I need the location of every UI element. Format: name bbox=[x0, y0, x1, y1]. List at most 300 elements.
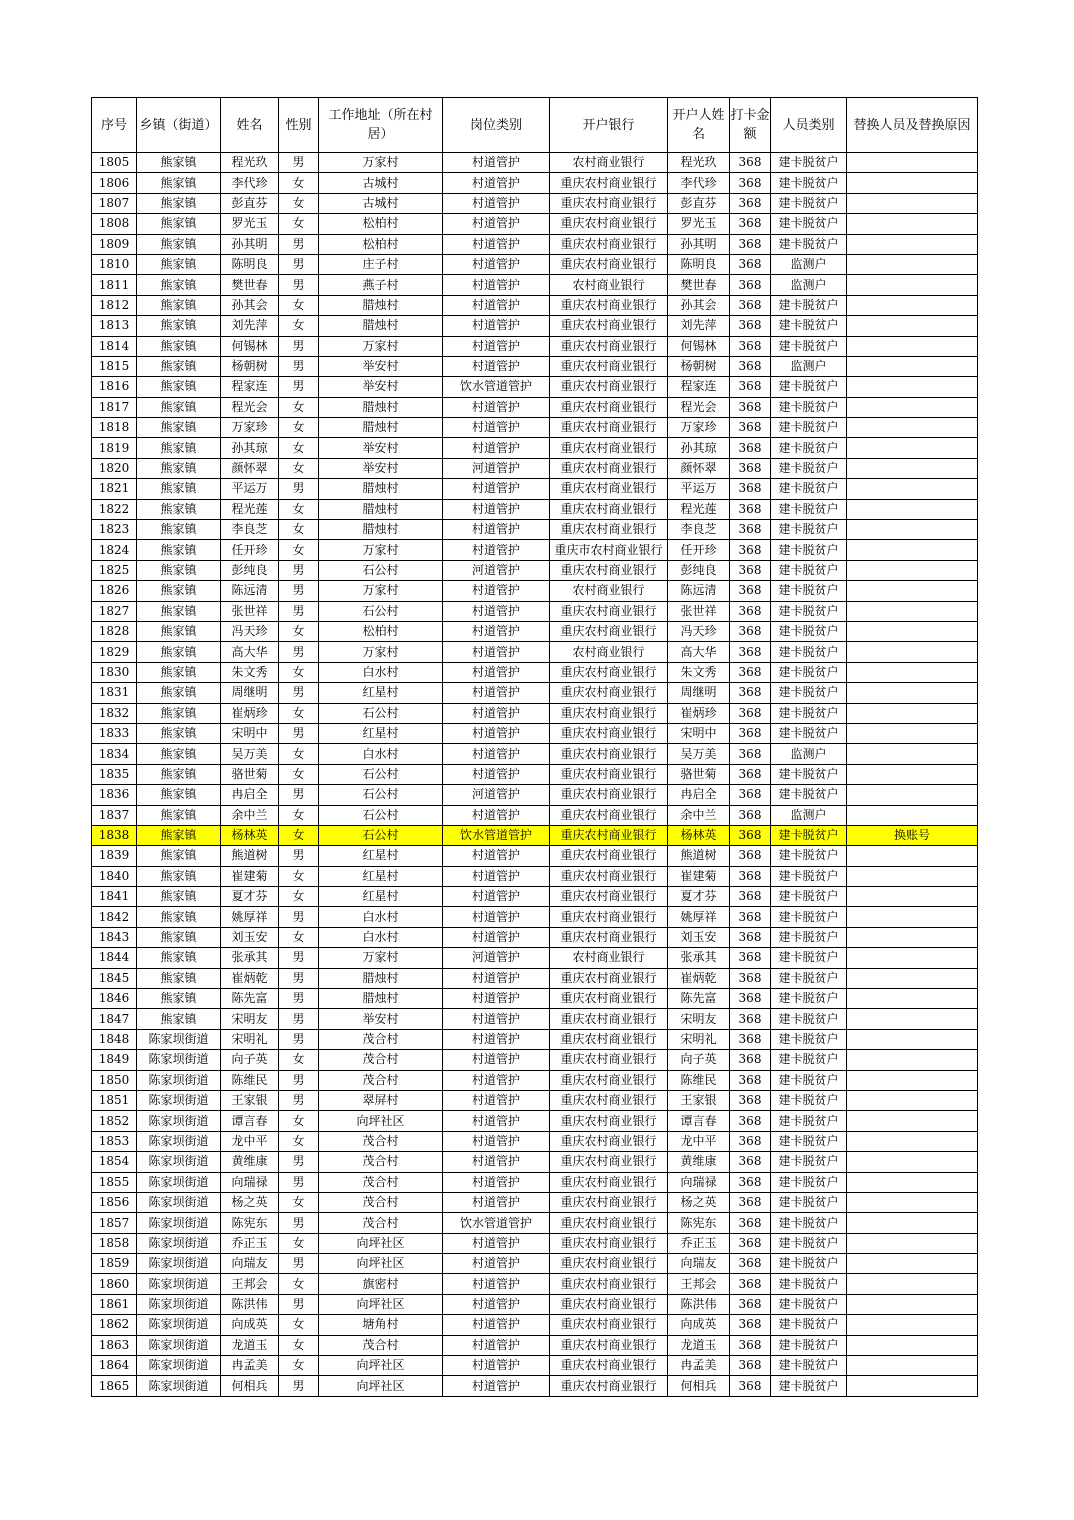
cell-bank: 重庆农村商业银行 bbox=[550, 887, 668, 907]
cell-town: 陈家坝街道 bbox=[137, 1192, 221, 1212]
cell-gender: 女 bbox=[279, 703, 319, 723]
cell-person-type: 建卡脱贫户 bbox=[771, 295, 847, 315]
cell-amount: 368 bbox=[730, 1254, 771, 1274]
col-header-account-holder: 开户人姓名 bbox=[668, 98, 730, 153]
cell-town: 陈家坝街道 bbox=[137, 1233, 221, 1253]
cell-work-address: 白水村 bbox=[319, 907, 443, 927]
cell-amount: 368 bbox=[730, 907, 771, 927]
cell-person-type: 建卡脱贫户 bbox=[771, 173, 847, 193]
cell-bank: 重庆农村商业银行 bbox=[550, 866, 668, 886]
cell-name: 宋明友 bbox=[221, 1009, 279, 1029]
cell-amount: 368 bbox=[730, 1009, 771, 1029]
table-row bbox=[92, 479, 978, 499]
cell-town: 熊家镇 bbox=[137, 458, 221, 478]
cell-person-type: 建卡脱贫户 bbox=[771, 438, 847, 458]
cell-work-address: 腊烛村 bbox=[319, 479, 443, 499]
cell-work-address: 红星村 bbox=[319, 683, 443, 703]
cell-bank: 重庆农村商业银行 bbox=[550, 1111, 668, 1131]
cell-town: 陈家坝街道 bbox=[137, 1172, 221, 1192]
cell-account-holder: 崔建菊 bbox=[668, 866, 730, 886]
cell-name: 彭直芬 bbox=[221, 193, 279, 213]
cell-town: 熊家镇 bbox=[137, 866, 221, 886]
table-row bbox=[92, 683, 978, 703]
cell-replacement bbox=[847, 764, 978, 784]
cell-post-type: 村道管护 bbox=[443, 581, 550, 601]
cell-amount: 368 bbox=[730, 989, 771, 1009]
table-row bbox=[92, 1090, 978, 1110]
cell-bank: 重庆农村商业银行 bbox=[550, 601, 668, 621]
cell-name: 程光莲 bbox=[221, 499, 279, 519]
cell-work-address: 翠屏村 bbox=[319, 1090, 443, 1110]
cell-index: 1860 bbox=[92, 1274, 137, 1294]
table-row bbox=[92, 254, 978, 274]
cell-person-type: 建卡脱贫户 bbox=[771, 153, 847, 173]
cell-name: 向子英 bbox=[221, 1050, 279, 1070]
cell-person-type: 建卡脱贫户 bbox=[771, 1152, 847, 1172]
cell-gender: 女 bbox=[279, 438, 319, 458]
cell-bank: 重庆农村商业银行 bbox=[550, 1029, 668, 1049]
table-row bbox=[92, 397, 978, 417]
cell-amount: 368 bbox=[730, 703, 771, 723]
cell-person-type: 建卡脱贫户 bbox=[771, 785, 847, 805]
cell-replacement bbox=[847, 846, 978, 866]
table-row bbox=[92, 601, 978, 621]
cell-account-holder: 孙其琼 bbox=[668, 438, 730, 458]
cell-name: 罗光玉 bbox=[221, 214, 279, 234]
cell-amount: 368 bbox=[730, 805, 771, 825]
cell-town: 熊家镇 bbox=[137, 621, 221, 641]
cell-gender: 男 bbox=[279, 1029, 319, 1049]
cell-index: 1806 bbox=[92, 173, 137, 193]
cell-post-type: 村道管护 bbox=[443, 683, 550, 703]
cell-person-type: 建卡脱贫户 bbox=[771, 581, 847, 601]
cell-account-holder: 陈先富 bbox=[668, 989, 730, 1009]
table-row bbox=[92, 764, 978, 784]
cell-gender: 女 bbox=[279, 520, 319, 540]
cell-replacement bbox=[847, 418, 978, 438]
cell-post-type: 村道管护 bbox=[443, 438, 550, 458]
cell-person-type: 建卡脱贫户 bbox=[771, 948, 847, 968]
cell-account-holder: 程光玖 bbox=[668, 153, 730, 173]
cell-bank: 重庆农村商业银行 bbox=[550, 1254, 668, 1274]
cell-name: 夏才芬 bbox=[221, 887, 279, 907]
cell-gender: 女 bbox=[279, 1050, 319, 1070]
cell-post-type: 村道管护 bbox=[443, 153, 550, 173]
cell-person-type: 建卡脱贫户 bbox=[771, 560, 847, 580]
cell-post-type: 村道管护 bbox=[443, 968, 550, 988]
cell-replacement bbox=[847, 560, 978, 580]
cell-account-holder: 宋明友 bbox=[668, 1009, 730, 1029]
cell-index: 1864 bbox=[92, 1356, 137, 1376]
cell-work-address: 红星村 bbox=[319, 866, 443, 886]
cell-replacement bbox=[847, 254, 978, 274]
cell-index: 1818 bbox=[92, 418, 137, 438]
cell-post-type: 村道管护 bbox=[443, 479, 550, 499]
table-row bbox=[92, 846, 978, 866]
table-row bbox=[92, 1356, 978, 1376]
cell-replacement bbox=[847, 927, 978, 947]
table-row bbox=[92, 927, 978, 947]
cell-bank: 重庆农村商业银行 bbox=[550, 1335, 668, 1355]
cell-person-type: 监测户 bbox=[771, 254, 847, 274]
cell-replacement bbox=[847, 785, 978, 805]
cell-post-type: 饮水管道管护 bbox=[443, 1213, 550, 1233]
cell-replacement bbox=[847, 1254, 978, 1274]
cell-name: 谭言春 bbox=[221, 1111, 279, 1131]
cell-account-holder: 陈明良 bbox=[668, 254, 730, 274]
table-row bbox=[92, 499, 978, 519]
cell-work-address: 旗密村 bbox=[319, 1274, 443, 1294]
cell-amount: 368 bbox=[730, 825, 771, 845]
cell-name: 颜怀翠 bbox=[221, 458, 279, 478]
cell-name: 刘先萍 bbox=[221, 316, 279, 336]
cell-person-type: 建卡脱贫户 bbox=[771, 520, 847, 540]
cell-name: 李代珍 bbox=[221, 173, 279, 193]
cell-bank: 重庆农村商业银行 bbox=[550, 438, 668, 458]
cell-bank: 重庆农村商业银行 bbox=[550, 397, 668, 417]
cell-work-address: 红星村 bbox=[319, 723, 443, 743]
cell-account-holder: 吴万美 bbox=[668, 744, 730, 764]
cell-work-address: 腊烛村 bbox=[319, 499, 443, 519]
cell-account-holder: 姚厚祥 bbox=[668, 907, 730, 927]
cell-account-holder: 谭言春 bbox=[668, 1111, 730, 1131]
table-row bbox=[92, 1335, 978, 1355]
cell-replacement bbox=[847, 1356, 978, 1376]
cell-post-type: 村道管护 bbox=[443, 275, 550, 295]
cell-town: 陈家坝街道 bbox=[137, 1090, 221, 1110]
cell-amount: 368 bbox=[730, 1356, 771, 1376]
cell-town: 熊家镇 bbox=[137, 989, 221, 1009]
cell-amount: 368 bbox=[730, 948, 771, 968]
cell-name: 陈明良 bbox=[221, 254, 279, 274]
table-row bbox=[92, 1050, 978, 1070]
cell-bank: 重庆农村商业银行 bbox=[550, 1213, 668, 1233]
cell-post-type: 村道管护 bbox=[443, 418, 550, 438]
cell-bank: 农村商业银行 bbox=[550, 275, 668, 295]
cell-account-holder: 任开珍 bbox=[668, 540, 730, 560]
cell-replacement bbox=[847, 1152, 978, 1172]
cell-index: 1854 bbox=[92, 1152, 137, 1172]
table-row bbox=[92, 520, 978, 540]
cell-post-type: 村道管护 bbox=[443, 744, 550, 764]
cell-town: 熊家镇 bbox=[137, 948, 221, 968]
cell-town: 熊家镇 bbox=[137, 1009, 221, 1029]
cell-gender: 男 bbox=[279, 1152, 319, 1172]
cell-bank: 重庆农村商业银行 bbox=[550, 744, 668, 764]
cell-index: 1809 bbox=[92, 234, 137, 254]
cell-person-type: 建卡脱贫户 bbox=[771, 764, 847, 784]
cell-gender: 男 bbox=[279, 356, 319, 376]
cell-bank: 重庆农村商业银行 bbox=[550, 356, 668, 376]
cell-replacement bbox=[847, 499, 978, 519]
cell-account-holder: 高大华 bbox=[668, 642, 730, 662]
cell-bank: 重庆农村商业银行 bbox=[550, 193, 668, 213]
cell-name: 朱文秀 bbox=[221, 662, 279, 682]
cell-index: 1838 bbox=[92, 825, 137, 845]
cell-work-address: 茂合村 bbox=[319, 1050, 443, 1070]
cell-name: 陈洪伟 bbox=[221, 1294, 279, 1314]
cell-bank: 重庆农村商业银行 bbox=[550, 683, 668, 703]
cell-account-holder: 程光莲 bbox=[668, 499, 730, 519]
cell-work-address: 白水村 bbox=[319, 744, 443, 764]
cell-gender: 女 bbox=[279, 887, 319, 907]
cell-bank: 重庆农村商业银行 bbox=[550, 1376, 668, 1396]
cell-account-holder: 宋明礼 bbox=[668, 1029, 730, 1049]
cell-person-type: 监测户 bbox=[771, 275, 847, 295]
cell-account-holder: 孙其明 bbox=[668, 234, 730, 254]
table-row bbox=[92, 438, 978, 458]
cell-post-type: 村道管护 bbox=[443, 1111, 550, 1131]
cell-amount: 368 bbox=[730, 1315, 771, 1335]
cell-work-address: 茂合村 bbox=[319, 1192, 443, 1212]
cell-work-address: 向坪社区 bbox=[319, 1111, 443, 1131]
cell-account-holder: 王家银 bbox=[668, 1090, 730, 1110]
cell-post-type: 村道管护 bbox=[443, 642, 550, 662]
cell-post-type: 村道管护 bbox=[443, 540, 550, 560]
cell-bank: 重庆农村商业银行 bbox=[550, 723, 668, 743]
cell-name: 黄维康 bbox=[221, 1152, 279, 1172]
cell-gender: 女 bbox=[279, 662, 319, 682]
cell-post-type: 饮水管道管护 bbox=[443, 825, 550, 845]
col-header-index: 序号 bbox=[92, 98, 137, 153]
cell-amount: 368 bbox=[730, 418, 771, 438]
cell-person-type: 建卡脱贫户 bbox=[771, 336, 847, 356]
cell-person-type: 建卡脱贫户 bbox=[771, 214, 847, 234]
col-header-post-type: 岗位类别 bbox=[443, 98, 550, 153]
cell-bank: 重庆农村商业银行 bbox=[550, 1009, 668, 1029]
cell-post-type: 村道管护 bbox=[443, 1335, 550, 1355]
cell-town: 陈家坝街道 bbox=[137, 1131, 221, 1151]
col-header-gender: 性别 bbox=[279, 98, 319, 153]
cell-post-type: 村道管护 bbox=[443, 499, 550, 519]
cell-gender: 男 bbox=[279, 254, 319, 274]
cell-post-type: 村道管护 bbox=[443, 1254, 550, 1274]
cell-replacement bbox=[847, 275, 978, 295]
cell-work-address: 万家村 bbox=[319, 948, 443, 968]
cell-person-type: 监测户 bbox=[771, 744, 847, 764]
table-row bbox=[92, 989, 978, 1009]
cell-index: 1811 bbox=[92, 275, 137, 295]
cell-gender: 男 bbox=[279, 1009, 319, 1029]
cell-replacement bbox=[847, 1335, 978, 1355]
cell-replacement bbox=[847, 520, 978, 540]
cell-replacement bbox=[847, 1029, 978, 1049]
table-row bbox=[92, 234, 978, 254]
cell-bank: 重庆农村商业银行 bbox=[550, 254, 668, 274]
table-row bbox=[92, 907, 978, 927]
table-row bbox=[92, 458, 978, 478]
cell-person-type: 建卡脱贫户 bbox=[771, 601, 847, 621]
cell-name: 宋明中 bbox=[221, 723, 279, 743]
cell-replacement bbox=[847, 866, 978, 886]
table-row bbox=[92, 336, 978, 356]
cell-name: 樊世春 bbox=[221, 275, 279, 295]
cell-work-address: 茂合村 bbox=[319, 1213, 443, 1233]
cell-post-type: 村道管护 bbox=[443, 1315, 550, 1335]
cell-replacement: 换账号 bbox=[847, 825, 978, 845]
cell-person-type: 建卡脱贫户 bbox=[771, 825, 847, 845]
cell-name: 杨林英 bbox=[221, 825, 279, 845]
cell-work-address: 白水村 bbox=[319, 927, 443, 947]
cell-name: 向成英 bbox=[221, 1315, 279, 1335]
cell-amount: 368 bbox=[730, 1152, 771, 1172]
cell-person-type: 建卡脱贫户 bbox=[771, 703, 847, 723]
cell-name: 孙其琼 bbox=[221, 438, 279, 458]
cell-replacement bbox=[847, 316, 978, 336]
cell-work-address: 茂合村 bbox=[319, 1172, 443, 1192]
cell-account-holder: 黄维康 bbox=[668, 1152, 730, 1172]
cell-gender: 女 bbox=[279, 1111, 319, 1131]
cell-replacement bbox=[847, 703, 978, 723]
cell-post-type: 村道管护 bbox=[443, 295, 550, 315]
cell-town: 陈家坝街道 bbox=[137, 1335, 221, 1355]
cell-bank: 重庆农村商业银行 bbox=[550, 214, 668, 234]
cell-replacement bbox=[847, 907, 978, 927]
cell-replacement bbox=[847, 1294, 978, 1314]
cell-post-type: 村道管护 bbox=[443, 662, 550, 682]
cell-replacement bbox=[847, 1376, 978, 1396]
cell-replacement bbox=[847, 1233, 978, 1253]
cell-account-holder: 向瑞友 bbox=[668, 1254, 730, 1274]
cell-person-type: 建卡脱贫户 bbox=[771, 1070, 847, 1090]
cell-name: 骆世菊 bbox=[221, 764, 279, 784]
cell-person-type: 建卡脱贫户 bbox=[771, 316, 847, 336]
cell-account-holder: 杨林英 bbox=[668, 825, 730, 845]
cell-index: 1856 bbox=[92, 1192, 137, 1212]
cell-amount: 368 bbox=[730, 662, 771, 682]
cell-index: 1846 bbox=[92, 989, 137, 1009]
table-row bbox=[92, 1192, 978, 1212]
cell-post-type: 村道管护 bbox=[443, 1376, 550, 1396]
cell-gender: 女 bbox=[279, 764, 319, 784]
cell-gender: 男 bbox=[279, 153, 319, 173]
cell-post-type: 村道管护 bbox=[443, 397, 550, 417]
cell-person-type: 监测户 bbox=[771, 805, 847, 825]
cell-work-address: 茂合村 bbox=[319, 1029, 443, 1049]
cell-work-address: 茂合村 bbox=[319, 1335, 443, 1355]
cell-gender: 女 bbox=[279, 1131, 319, 1151]
cell-town: 熊家镇 bbox=[137, 927, 221, 947]
table-row bbox=[92, 1213, 978, 1233]
col-header-person-type: 人员类别 bbox=[771, 98, 847, 153]
cell-amount: 368 bbox=[730, 499, 771, 519]
table-row bbox=[92, 193, 978, 213]
cell-index: 1848 bbox=[92, 1029, 137, 1049]
cell-bank: 重庆农村商业银行 bbox=[550, 846, 668, 866]
cell-index: 1842 bbox=[92, 907, 137, 927]
cell-index: 1853 bbox=[92, 1131, 137, 1151]
cell-name: 姚厚祥 bbox=[221, 907, 279, 927]
table-row bbox=[92, 968, 978, 988]
cell-gender: 女 bbox=[279, 418, 319, 438]
cell-post-type: 村道管护 bbox=[443, 601, 550, 621]
cell-index: 1850 bbox=[92, 1070, 137, 1090]
cell-account-holder: 张世祥 bbox=[668, 601, 730, 621]
cell-person-type: 建卡脱贫户 bbox=[771, 621, 847, 641]
cell-town: 熊家镇 bbox=[137, 254, 221, 274]
cell-gender: 女 bbox=[279, 825, 319, 845]
cell-index: 1826 bbox=[92, 581, 137, 601]
cell-replacement bbox=[847, 173, 978, 193]
cell-replacement bbox=[847, 336, 978, 356]
cell-account-holder: 刘玉安 bbox=[668, 927, 730, 947]
cell-replacement bbox=[847, 948, 978, 968]
cell-person-type: 建卡脱贫户 bbox=[771, 887, 847, 907]
cell-replacement bbox=[847, 1315, 978, 1335]
cell-name: 周继明 bbox=[221, 683, 279, 703]
cell-gender: 男 bbox=[279, 479, 319, 499]
cell-amount: 368 bbox=[730, 846, 771, 866]
cell-work-address: 燕子村 bbox=[319, 275, 443, 295]
cell-person-type: 建卡脱贫户 bbox=[771, 927, 847, 947]
cell-work-address: 腊烛村 bbox=[319, 316, 443, 336]
cell-bank: 重庆农村商业银行 bbox=[550, 1131, 668, 1151]
cell-index: 1821 bbox=[92, 479, 137, 499]
cell-town: 熊家镇 bbox=[137, 907, 221, 927]
cell-index: 1845 bbox=[92, 968, 137, 988]
cell-person-type: 建卡脱贫户 bbox=[771, 193, 847, 213]
cell-person-type: 建卡脱贫户 bbox=[771, 377, 847, 397]
cell-account-holder: 程家连 bbox=[668, 377, 730, 397]
cell-town: 熊家镇 bbox=[137, 173, 221, 193]
cell-amount: 368 bbox=[730, 764, 771, 784]
cell-gender: 女 bbox=[279, 295, 319, 315]
cell-post-type: 村道管护 bbox=[443, 173, 550, 193]
cell-name: 龙道玉 bbox=[221, 1335, 279, 1355]
cell-replacement bbox=[847, 1090, 978, 1110]
cell-bank: 重庆农村商业银行 bbox=[550, 968, 668, 988]
cell-post-type: 村道管护 bbox=[443, 1152, 550, 1172]
cell-name: 何相兵 bbox=[221, 1376, 279, 1396]
cell-replacement bbox=[847, 581, 978, 601]
cell-replacement bbox=[847, 744, 978, 764]
cell-account-holder: 何锡林 bbox=[668, 336, 730, 356]
cell-index: 1861 bbox=[92, 1294, 137, 1314]
cell-account-holder: 彭直芬 bbox=[668, 193, 730, 213]
cell-index: 1863 bbox=[92, 1335, 137, 1355]
cell-post-type: 村道管护 bbox=[443, 193, 550, 213]
cell-post-type: 村道管护 bbox=[443, 1029, 550, 1049]
cell-post-type: 村道管护 bbox=[443, 1274, 550, 1294]
cell-gender: 男 bbox=[279, 1090, 319, 1110]
cell-gender: 女 bbox=[279, 316, 319, 336]
cell-gender: 男 bbox=[279, 1254, 319, 1274]
cell-amount: 368 bbox=[730, 458, 771, 478]
col-header-amount: 打卡金额 bbox=[730, 98, 771, 153]
cell-amount: 368 bbox=[730, 968, 771, 988]
cell-amount: 368 bbox=[730, 1233, 771, 1253]
cell-amount: 368 bbox=[730, 295, 771, 315]
cell-account-holder: 陈远清 bbox=[668, 581, 730, 601]
cell-person-type: 建卡脱贫户 bbox=[771, 1009, 847, 1029]
table-row bbox=[92, 1009, 978, 1029]
cell-index: 1830 bbox=[92, 662, 137, 682]
cell-town: 熊家镇 bbox=[137, 560, 221, 580]
cell-replacement bbox=[847, 621, 978, 641]
cell-gender: 女 bbox=[279, 805, 319, 825]
cell-name: 冉孟美 bbox=[221, 1356, 279, 1376]
cell-amount: 368 bbox=[730, 234, 771, 254]
cell-amount: 368 bbox=[730, 1376, 771, 1396]
cell-person-type: 建卡脱贫户 bbox=[771, 723, 847, 743]
col-header-town: 乡镇（街道） bbox=[137, 98, 221, 153]
cell-post-type: 村道管护 bbox=[443, 764, 550, 784]
cell-bank: 重庆农村商业银行 bbox=[550, 1192, 668, 1212]
cell-bank: 农村商业银行 bbox=[550, 153, 668, 173]
cell-work-address: 向坪社区 bbox=[319, 1233, 443, 1253]
cell-gender: 男 bbox=[279, 1070, 319, 1090]
cell-bank: 重庆农村商业银行 bbox=[550, 377, 668, 397]
